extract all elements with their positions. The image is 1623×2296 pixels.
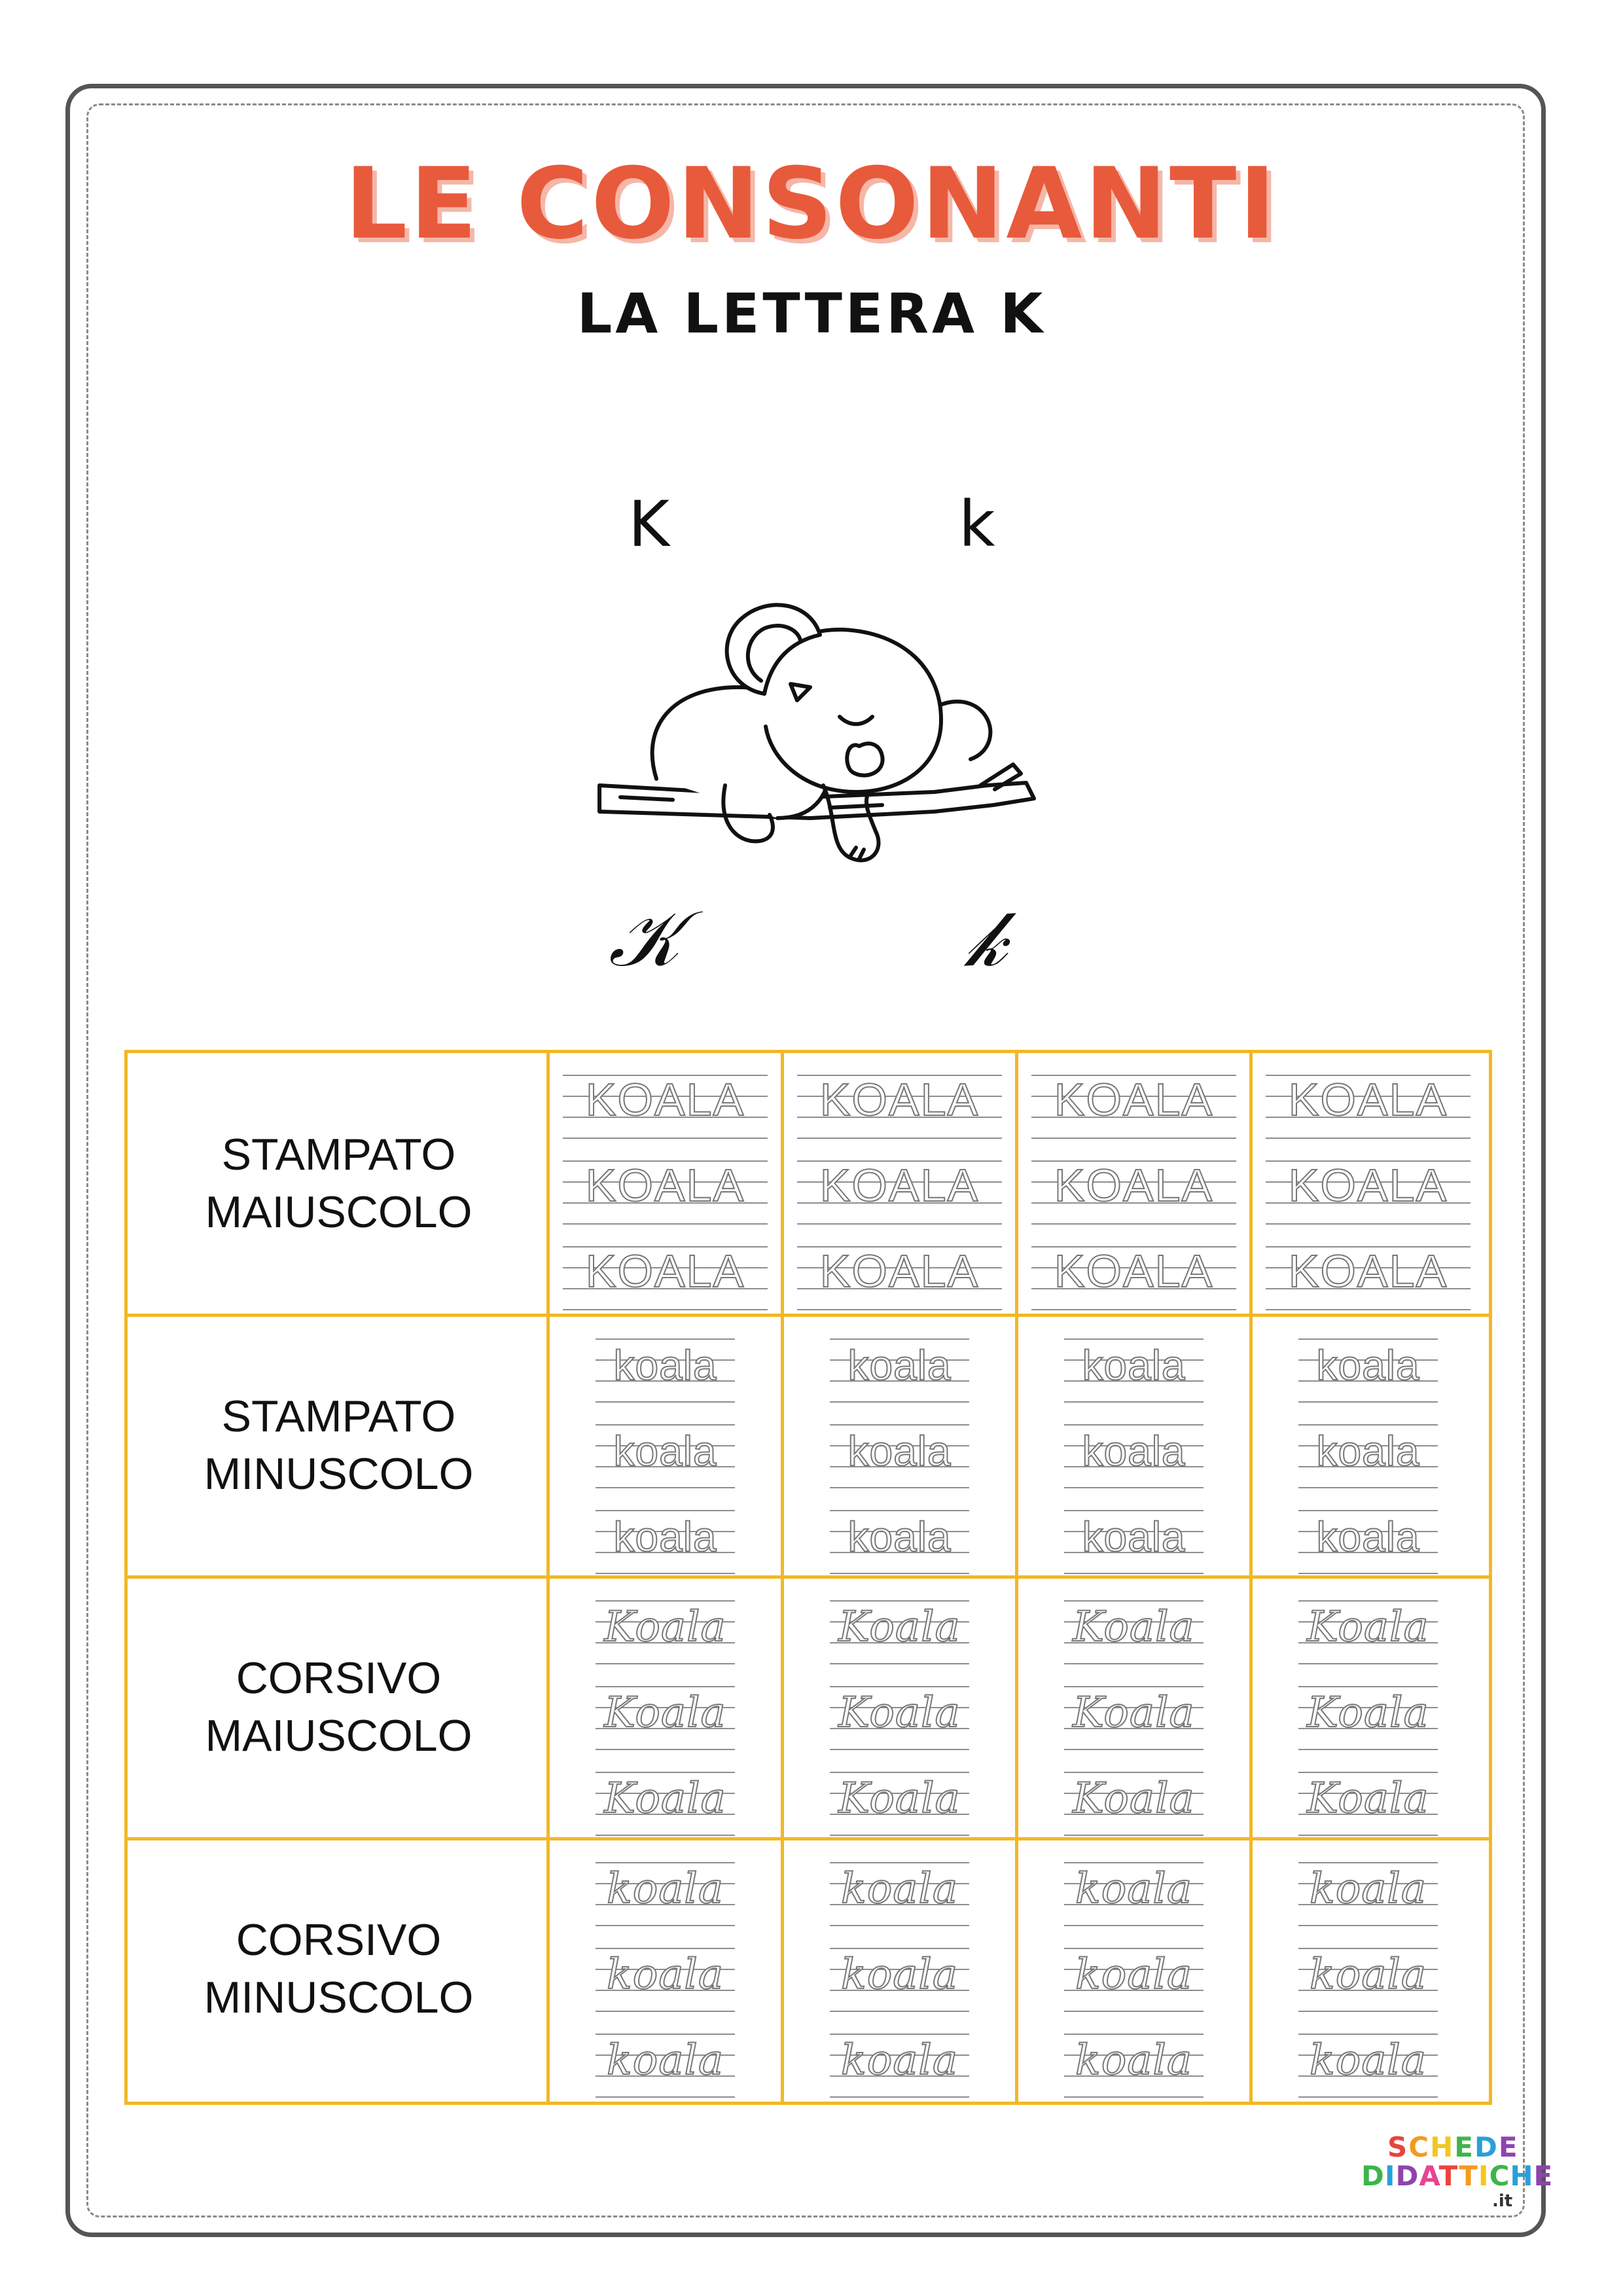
guide-rule: [596, 1401, 735, 1403]
trace-line: [1064, 1595, 1204, 1667]
trace-line: [1031, 1155, 1236, 1227]
guide-rule: [1298, 1600, 1438, 1602]
trace-line: [596, 1595, 735, 1667]
trace-line: [1298, 1767, 1438, 1839]
trace-line: [830, 1943, 969, 2015]
tracing-word: koala: [613, 1427, 717, 1475]
guide-rule: [1298, 1862, 1438, 1863]
guide-rule: [830, 1510, 969, 1511]
trace-line: [830, 1595, 969, 1667]
print-lowercase-letter: k: [959, 488, 995, 561]
guide-rule: [596, 1835, 735, 1836]
tracing-word: KOALA: [1288, 1160, 1448, 1211]
trace-line: [830, 2028, 969, 2100]
practice-cell: [1064, 1579, 1204, 1837]
trace-line: [1064, 1857, 1204, 1929]
tracing-word: koala: [606, 2036, 724, 2085]
trace-line: [830, 1681, 969, 1753]
logo-letter: T: [1438, 2160, 1459, 2192]
guide-rule: [830, 2034, 969, 2035]
logo-letter: D: [1361, 2160, 1385, 2192]
print-uppercase-letter: K: [628, 488, 669, 561]
sleeping-koala-on-branch-icon: [594, 589, 1046, 890]
logo-letter: T: [1459, 2160, 1478, 2192]
row-label-print-upper: [128, 1053, 550, 1314]
tracing-word: koala: [1309, 2036, 1427, 2085]
trace-line: [797, 1241, 1002, 1313]
guide-rule: [1064, 1510, 1204, 1511]
row-label-cursive-upper: [128, 1577, 550, 1837]
guide-rule: [1298, 1401, 1438, 1403]
row-label-line: MINUSCOLO: [204, 1449, 474, 1499]
trace-line: [563, 1069, 768, 1141]
tracing-word: KOALA: [819, 1074, 980, 1125]
tracing-word: koala: [1082, 1427, 1186, 1475]
trace-line: [596, 1505, 735, 1577]
practice-cell: [1064, 1840, 1204, 2099]
practice-cell: [1064, 1317, 1204, 1575]
trace-line: [830, 1857, 969, 1929]
guide-rule: [1298, 1663, 1438, 1664]
guide-rule: [1064, 1749, 1204, 1750]
guide-rule: [1298, 1835, 1438, 1836]
trace-line: [797, 1069, 1002, 1141]
row-label-line: MAIUSCOLO: [205, 1711, 473, 1761]
trace-line: [596, 2028, 735, 2100]
trace-line: [563, 1241, 768, 1313]
trace-line: [596, 1767, 735, 1839]
guide-rule: [830, 1862, 969, 1863]
trace-line: [596, 1943, 735, 2015]
trace-line: [1064, 1943, 1204, 2015]
logo-line-2: [1361, 2160, 1553, 2192]
trace-line: [596, 1419, 735, 1491]
tracing-word: Koala: [1073, 1603, 1195, 1651]
trace-line: [1266, 1155, 1471, 1227]
guide-rule: [830, 1948, 969, 1949]
guide-rule: [1064, 1600, 1204, 1602]
tracing-word: koala: [1075, 1950, 1193, 1999]
logo-suffix: .it: [1492, 2191, 1513, 2211]
row-label-line: STAMPATO: [221, 1391, 456, 1441]
guide-rule: [830, 1749, 969, 1750]
practice-table: [124, 1050, 1492, 2105]
tracing-word: koala: [1309, 1865, 1427, 1913]
guide-rule: [1298, 1925, 1438, 1926]
practice-cell: [1298, 1317, 1438, 1575]
tracing-word: koala: [840, 1865, 959, 1913]
practice-cell: [596, 1579, 735, 1837]
guide-rule: [1064, 2034, 1204, 2035]
trace-line: [1298, 1333, 1438, 1405]
practice-cell: [563, 1053, 768, 1312]
logo-letter: S: [1387, 2131, 1409, 2163]
guide-rule: [1031, 1138, 1236, 1139]
logo-letter: E: [1454, 2131, 1474, 2163]
tracing-word: Koala: [838, 1603, 961, 1651]
tracing-word: koala: [1075, 2036, 1193, 2085]
guide-rule: [830, 1424, 969, 1426]
logo-line-1: [1387, 2131, 1519, 2163]
guide-rule: [596, 2011, 735, 2012]
guide-rule: [1298, 1338, 1438, 1340]
guide-rule: [1266, 1138, 1471, 1139]
logo-letter: C: [1408, 2131, 1431, 2163]
guide-rule: [596, 2034, 735, 2035]
logo-letter: H: [1430, 2131, 1455, 2163]
guide-rule: [596, 1600, 735, 1602]
guide-rule: [1064, 1835, 1204, 1836]
trace-line: [1298, 1419, 1438, 1491]
tracing-word: koala: [840, 2036, 959, 2085]
tracing-word: koala: [613, 1342, 717, 1389]
guide-rule: [1064, 1772, 1204, 1773]
logo-letter: D: [1395, 2160, 1419, 2192]
logo-letter: I: [1478, 2160, 1489, 2192]
guide-rule: [830, 1835, 969, 1836]
trace-line: [1298, 1505, 1438, 1577]
trace-line: [1298, 1681, 1438, 1753]
guide-rule: [596, 1663, 735, 1664]
guide-rule: [1064, 1487, 1204, 1488]
guide-rule: [596, 1487, 735, 1488]
practice-cell: [830, 1840, 969, 2099]
guide-rule: [797, 1223, 1002, 1225]
guide-rule: [563, 1223, 768, 1225]
tracing-word: Koala: [1307, 1689, 1429, 1737]
page-subtitle: LA LETTERA K: [577, 281, 1046, 346]
logo-letter: H: [1510, 2160, 1534, 2192]
guide-rule: [596, 2096, 735, 2098]
guide-rule: [1266, 1223, 1471, 1225]
tracing-word: KOALA: [1054, 1074, 1214, 1125]
practice-cell: [830, 1317, 969, 1575]
tracing-word: koala: [847, 1342, 952, 1389]
tracing-word: KOALA: [1288, 1074, 1448, 1125]
tracing-word: koala: [613, 1513, 717, 1560]
tracing-word: KOALA: [819, 1160, 980, 1211]
tracing-word: KOALA: [1054, 1246, 1214, 1297]
row-label-line: CORSIVO: [236, 1653, 442, 1703]
guide-rule: [596, 1862, 735, 1863]
guide-rule: [1064, 1948, 1204, 1949]
logo-letter: C: [1489, 2160, 1510, 2192]
guide-rule: [830, 2096, 969, 2098]
trace-line: [830, 1767, 969, 1839]
logo-letter: D: [1474, 2131, 1499, 2163]
trace-line: [1298, 2028, 1438, 2100]
trace-line: [1031, 1069, 1236, 1141]
guide-rule: [1298, 1487, 1438, 1488]
guide-rule: [1064, 1401, 1204, 1403]
guide-rule: [1064, 1862, 1204, 1863]
guide-rule: [596, 1573, 735, 1574]
guide-rule: [1064, 2011, 1204, 2012]
tracing-word: koala: [847, 1513, 952, 1560]
tracing-word: KOALA: [585, 1160, 745, 1211]
tracing-word: Koala: [604, 1603, 726, 1651]
guide-rule: [1064, 1573, 1204, 1574]
guide-rule: [1064, 2096, 1204, 2098]
practice-cell: [1298, 1840, 1438, 2099]
trace-line: [1064, 1333, 1204, 1405]
guide-rule: [1298, 1772, 1438, 1773]
tracing-word: KOALA: [585, 1246, 745, 1297]
practice-cell: [797, 1053, 1002, 1312]
tracing-word: koala: [840, 1950, 959, 1999]
trace-line: [1064, 2028, 1204, 2100]
trace-line: [830, 1505, 969, 1577]
guide-rule: [1298, 1573, 1438, 1574]
guide-rule: [1298, 2096, 1438, 2098]
guide-rule: [1064, 1686, 1204, 1687]
trace-line: [596, 1681, 735, 1753]
practice-cell: [596, 1317, 735, 1575]
row-label-line: MAIUSCOLO: [205, 1187, 473, 1237]
schede-didattiche-logo: [1361, 2131, 1554, 2216]
guide-rule: [596, 1424, 735, 1426]
trace-line: [563, 1155, 768, 1227]
trace-line: [830, 1333, 969, 1405]
logo-letter: E: [1533, 2160, 1554, 2192]
tracing-word: Koala: [1073, 1774, 1195, 1823]
tracing-word: KOALA: [819, 1246, 980, 1297]
tracing-word: Koala: [604, 1774, 726, 1823]
row-label-print-lower: [128, 1315, 550, 1575]
trace-line: [1298, 1943, 1438, 2015]
tracing-word: koala: [1316, 1427, 1420, 1475]
guide-rule: [596, 1772, 735, 1773]
trace-line: [1064, 1681, 1204, 1753]
guide-rule: [596, 1948, 735, 1949]
logo-letter: A: [1419, 2160, 1439, 2192]
guide-rule: [830, 1401, 969, 1403]
trace-line: [1298, 1595, 1438, 1667]
page-title: LE CONSONANTI: [344, 147, 1279, 261]
guide-rule: [797, 1138, 1002, 1139]
guide-rule: [830, 1925, 969, 1926]
trace-line: [596, 1333, 735, 1405]
guide-rule: [563, 1138, 768, 1139]
cursive-uppercase-letter: 𝒦: [609, 893, 681, 984]
guide-rule: [830, 1487, 969, 1488]
guide-rule: [596, 1925, 735, 1926]
guide-rule: [1298, 1948, 1438, 1949]
logo-letter: E: [1498, 2131, 1519, 2163]
guide-rule: [830, 1663, 969, 1664]
guide-rule: [563, 1309, 768, 1310]
tracing-word: koala: [1082, 1342, 1186, 1389]
guide-rule: [830, 1338, 969, 1340]
guide-rule: [830, 1573, 969, 1574]
guide-rule: [1298, 1424, 1438, 1426]
practice-cell: [1266, 1053, 1471, 1312]
tracing-word: KOALA: [585, 1074, 745, 1125]
trace-line: [1298, 1857, 1438, 1929]
guide-rule: [1266, 1309, 1471, 1310]
trace-line: [1031, 1241, 1236, 1313]
row-label-line: MINUSCOLO: [204, 1973, 474, 2022]
row-label-cursive-lower: [128, 1839, 550, 2099]
guide-rule: [1064, 1663, 1204, 1664]
guide-rule: [797, 1309, 1002, 1310]
tracing-word: KOALA: [1054, 1160, 1214, 1211]
guide-rule: [830, 1600, 969, 1602]
practice-cell: [1298, 1579, 1438, 1837]
guide-rule: [1064, 1424, 1204, 1426]
guide-rule: [1064, 1338, 1204, 1340]
tracing-word: Koala: [604, 1689, 726, 1737]
trace-line: [1266, 1241, 1471, 1313]
guide-rule: [596, 1686, 735, 1687]
guide-rule: [1298, 1749, 1438, 1750]
tracing-word: koala: [606, 1865, 724, 1913]
guide-rule: [596, 1510, 735, 1511]
guide-rule: [830, 2011, 969, 2012]
row-label-line: CORSIVO: [236, 1915, 442, 1965]
trace-line: [797, 1155, 1002, 1227]
row-label-line: STAMPATO: [221, 1130, 456, 1179]
guide-rule: [1031, 1309, 1236, 1310]
logo-letter: I: [1384, 2160, 1396, 2192]
trace-line: [1064, 1419, 1204, 1491]
tracing-word: Koala: [838, 1689, 961, 1737]
guide-rule: [1298, 1510, 1438, 1511]
guide-rule: [830, 1686, 969, 1687]
guide-rule: [1031, 1223, 1236, 1225]
guide-rule: [1298, 1686, 1438, 1687]
trace-line: [1266, 1069, 1471, 1141]
tracing-word: Koala: [838, 1774, 961, 1823]
tracing-word: koala: [1316, 1342, 1420, 1389]
practice-cell: [1031, 1053, 1236, 1312]
tracing-word: koala: [1075, 1865, 1193, 1913]
practice-cell: [830, 1579, 969, 1837]
tracing-word: Koala: [1307, 1603, 1429, 1651]
trace-line: [1064, 1505, 1204, 1577]
practice-cell: [596, 1840, 735, 2099]
guide-rule: [596, 1338, 735, 1340]
guide-rule: [1298, 2011, 1438, 2012]
guide-rule: [1298, 2034, 1438, 2035]
trace-line: [830, 1419, 969, 1491]
guide-rule: [596, 1749, 735, 1750]
guide-rule: [830, 1772, 969, 1773]
tracing-word: koala: [606, 1950, 724, 1999]
tracing-word: koala: [1309, 1950, 1427, 1999]
tracing-word: koala: [847, 1427, 952, 1475]
tracing-word: Koala: [1073, 1689, 1195, 1737]
guide-rule: [1064, 1925, 1204, 1926]
tracing-word: Koala: [1307, 1774, 1429, 1823]
trace-line: [1064, 1767, 1204, 1839]
cursive-lowercase-letter: 𝓀: [965, 893, 1007, 984]
tracing-word: koala: [1316, 1513, 1420, 1560]
tracing-word: koala: [1082, 1513, 1186, 1560]
trace-line: [596, 1857, 735, 1929]
tracing-word: KOALA: [1288, 1246, 1448, 1297]
